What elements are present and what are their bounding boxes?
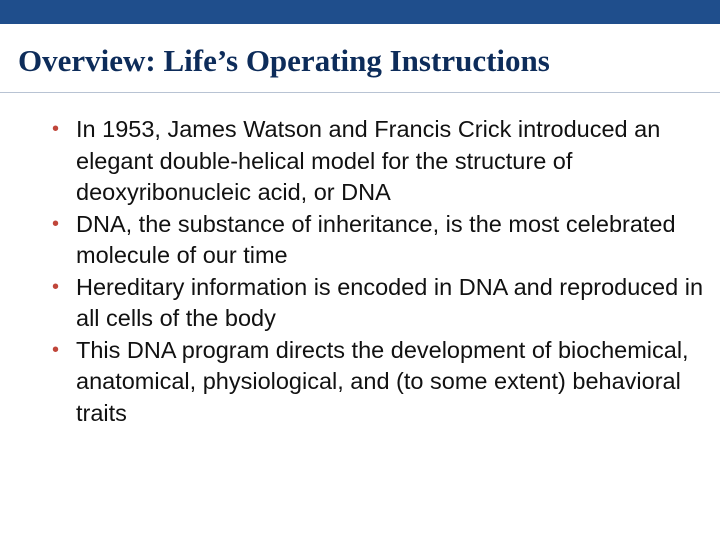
bullet-item (52, 335, 712, 430)
bullet-text: Hereditary information is encoded in DNA and reproduced in all cells of the body (76, 273, 704, 331)
bullet-text: DNA, the substance of inheritance, is the most celebrated molecule of our time (76, 210, 676, 268)
bullet-icon: • (52, 212, 60, 235)
title-divider (0, 92, 720, 93)
bullet-text: This DNA program directs the development of biochemical, anatomical, physiological, and (to some extent) behavioral traits (76, 336, 689, 426)
slide-title: Overview: Life’s Operating Instructions (18, 43, 550, 78)
bullet-list (52, 114, 712, 429)
bullet-item (52, 272, 712, 335)
bullet-text: In 1953, James Watson and Francis Crick introduced an elegant double-helical model for the structure of deoxyribonucleic acid, or DNA (76, 116, 661, 205)
bullet-icon: • (52, 118, 60, 140)
bullet-icon: • (52, 338, 60, 361)
bullet-item (52, 114, 712, 209)
header-bar (0, 0, 720, 24)
bullet-item (52, 209, 712, 272)
bullet-icon: • (52, 275, 60, 298)
